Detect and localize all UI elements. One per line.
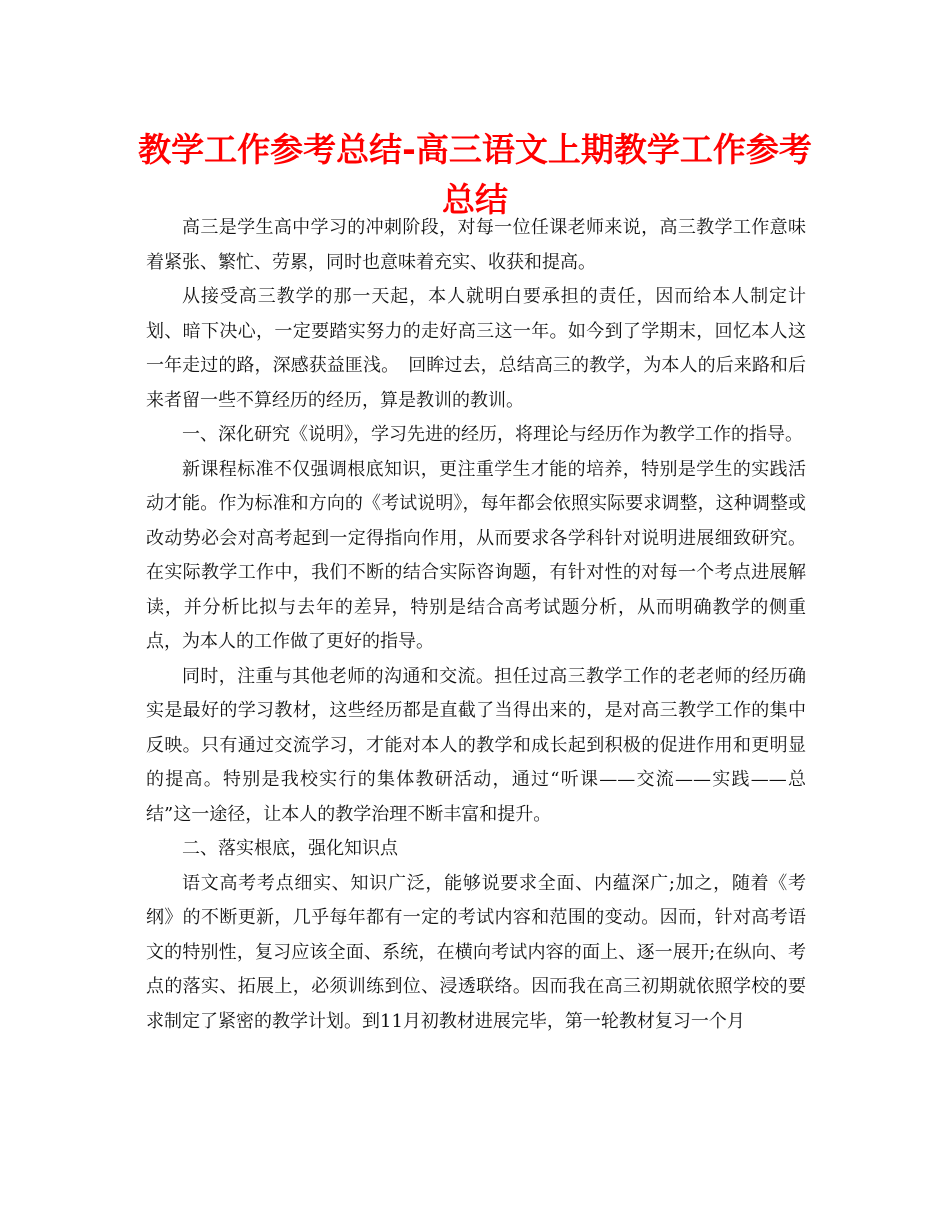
section-heading-2: 二、落实根底，强化知识点	[182, 838, 398, 859]
paragraph-communication: 同时，注重与其他老师的沟通和交流。担任过高三教学工作的老老师的经历确实是最好的学习教材，这些经历都是直截了当得出来的，是对高三教学工作的集中反映。只有通过交流学习，才能对本人的教学和成长起到积极的促进作用和更明显的提高。特别是我校实行的集体教研活动，通过“听课——交流——实践——总结”这一途径，让本人的教学治理不断丰富和提升。	[146, 665, 806, 825]
paragraph-reflection: 从接受高三教学的那一天起，本人就明白要承担的责任，因而给本人制定计划、暗下决心，一定要踏实努力的走好高三这一年。如今到了学期末，回忆本人这一年走过的路，深感获益匪浅。 回眸过去，总结高三的教学，为本人的后来路和后来者留一些不算经历的经历，算是教训的教训。	[146, 286, 806, 411]
section-heading-1: 一、深化研究《说明》，学习先进的经历，将理论与经历作为教学工作的指导。	[182, 424, 803, 445]
paragraph-curriculum: 新课程标准不仅强调根底知识，更注重学生才能的培养，特别是学生的实践活动才能。作为标准和方向的《考试说明》，每年都会依照实际要求调整，这种调整或改动势必会对高考起到一定得指向作用，从而要求各学科针对说明进展细致研究。在实际教学工作中，我们不断的结合实际咨询题，有针对性的对每一个考点进展解读，并分析比拟与去年的差异，特别是结合高考试题分析，从而明确教学的侧重点，为本人的工作做了更好的指导。	[146, 458, 806, 652]
document-title: 教学工作参考总结-高三语文上期教学工作参考总结	[138, 130, 812, 219]
paragraph-fundamentals: 语文高考考点细实、知识广泛，能够说要求全面、内蕴深广;加之，随着《考纲》的不断更新，几乎每年都有一定的考试内容和范围的变动。因而，针对高考语文的特别性，复习应该全面、系统，在横向考试内容的面上、逐一展开;在纵向、考点的落实、拓展上，必须训练到位、浸透联络。因而我在高三初期就依照学校的要求制定了紧密的教学计划。到11月初教材进展完毕，第一轮教材复习一个月	[146, 872, 806, 1032]
paragraph-intro: 高三是学生高中学习的冲刺阶段，对每一位任课老师来说，高三教学工作意味着紧张、繁忙、劳累，同时也意味着充实、收获和提高。	[146, 217, 806, 273]
document-body	[146, 211, 806, 1039]
